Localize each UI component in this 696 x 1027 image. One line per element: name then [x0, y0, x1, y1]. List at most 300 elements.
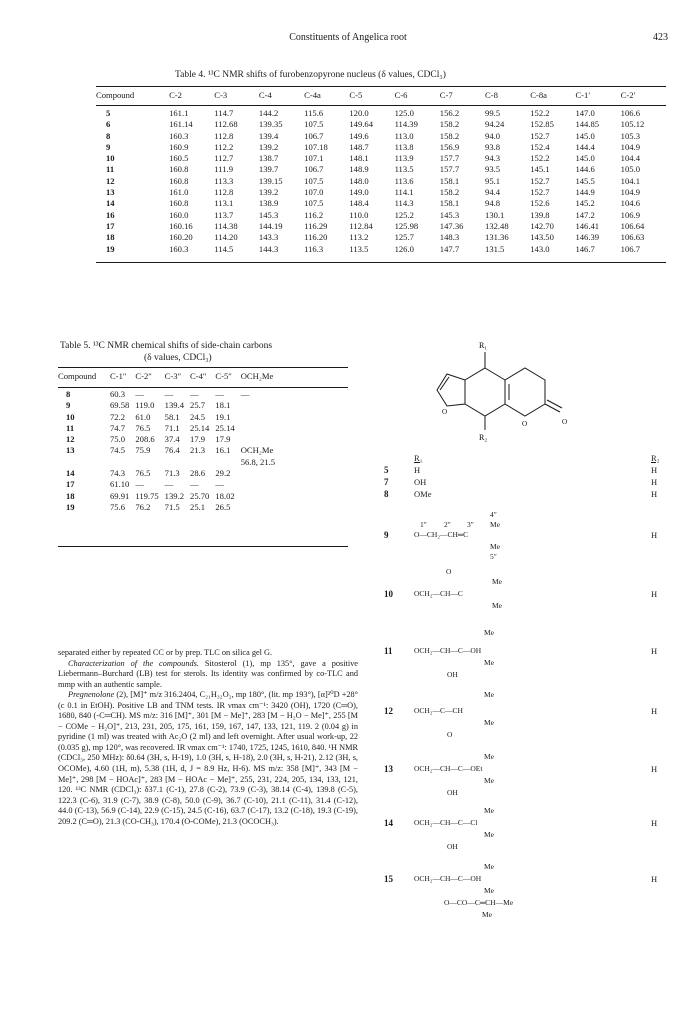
shift-value: 19.1 — [215, 411, 231, 422]
substituent-row: 8 OMe H — [384, 489, 658, 499]
shift-value: 93.5 — [485, 164, 501, 175]
shift-value: — — [135, 389, 144, 399]
shift-value: 114.3 — [394, 198, 414, 209]
furobenzopyrone-skeleton — [430, 338, 570, 448]
shift-value: 145.5 — [575, 175, 595, 186]
shift-value — [215, 457, 240, 468]
shift-value: 125.0 — [394, 108, 414, 118]
table5-caption-line2: (δ values, CDCl₃) — [144, 353, 212, 363]
shift-value: 146.7 — [575, 243, 595, 254]
table4-row — [96, 153, 666, 164]
compound-number: 11 — [66, 422, 75, 433]
paragraph-3-title: Pregnenolone — [68, 690, 115, 700]
shift-value: 106.63 — [620, 232, 645, 243]
table4-column-header: C-5 — [349, 90, 363, 100]
shift-value: 115.6 — [304, 108, 324, 118]
shift-value: 74.5 — [110, 445, 126, 456]
shift-value — [110, 457, 135, 468]
shift-value: 157.7 — [439, 153, 460, 164]
shift-value: 149.64 — [349, 119, 373, 130]
shift-value: 156.9 — [439, 141, 460, 152]
table4-column-header: C-1′ — [575, 90, 591, 100]
shift-value: 116.2 — [304, 209, 324, 220]
shift-value — [241, 491, 281, 502]
shift-value: 160.3 — [169, 130, 189, 141]
table5-row — [58, 445, 281, 456]
shift-value: 149.6 — [349, 130, 369, 141]
shift-value: — — [135, 479, 144, 490]
shift-value: 144.19 — [258, 220, 283, 231]
table5-column-header: C-5″ — [215, 371, 232, 381]
substituent-row: 5 H H — [384, 465, 658, 475]
simple-substituent-list — [384, 465, 684, 501]
shift-value: — — [164, 389, 174, 399]
table5-column-header: Compound — [58, 371, 97, 381]
shift-value: 158.1 — [439, 198, 460, 209]
shift-value: 75.0 — [110, 434, 126, 445]
shift-value: 139.35 — [258, 119, 283, 130]
shift-value: 143.3 — [258, 232, 279, 243]
table4-row — [96, 187, 666, 198]
shift-value: 60.3 — [110, 389, 126, 399]
paragraph-2-title: Characterization of the compounds. — [68, 658, 199, 668]
table5-caption — [60, 340, 350, 364]
table4-column-header: C-2′ — [620, 90, 636, 100]
shift-value: 125.2 — [394, 209, 414, 220]
shift-value: 145.3 — [258, 209, 279, 220]
shift-value: 160.3 — [169, 243, 189, 254]
structure-15: Me 15 OCH₂—CH—C—OH Me O—CO—C═CH—Me Me H — [384, 862, 658, 919]
shift-value: 113.9 — [394, 153, 414, 164]
shift-value: 145.0 — [575, 130, 595, 141]
compound-number: 16 — [106, 209, 115, 220]
shift-value: 120.0 — [349, 108, 369, 118]
shift-value: — — [240, 389, 250, 399]
shift-value: 106.9 — [620, 209, 641, 220]
shift-value: 104.4 — [620, 153, 641, 164]
shift-value: 148.3 — [439, 232, 460, 243]
shift-value: 25.7 — [190, 400, 206, 411]
shift-value: 37.4 — [164, 434, 180, 445]
compound-number: 18 — [66, 490, 75, 501]
table4-column-header: C-4a — [304, 90, 321, 100]
shift-value: 152.4 — [530, 141, 550, 152]
shift-value: 112.2 — [214, 141, 234, 152]
table4-row — [96, 131, 666, 142]
shift-value: — — [215, 479, 224, 490]
structure-11: Me 11 OCH₂—CH—C—OH Me OH H — [384, 628, 658, 679]
table4-row — [96, 176, 666, 187]
shift-value: 74.7 — [110, 422, 126, 433]
table5-caption-line1: Table 5. ¹³C NMR chemical shifts of side-chain carbons — [60, 341, 273, 351]
compound-number: 19 — [66, 501, 75, 512]
table4-bottom-rule — [96, 262, 666, 263]
shift-value: 131.5 — [485, 243, 505, 254]
shift-value: 156.2 — [439, 108, 460, 118]
shift-value: 147.7 — [439, 243, 460, 254]
table5-row — [58, 502, 281, 513]
shift-value: 144.6 — [575, 164, 595, 175]
table5-column-header: C-2″ — [135, 371, 152, 381]
shift-value: 149.0 — [349, 187, 369, 198]
table5-column-header: OCH₂Me — [240, 371, 274, 381]
table5-row — [58, 386, 281, 400]
shift-value: 75.9 — [135, 445, 151, 456]
table4-header-rule — [96, 105, 666, 106]
shift-value: 158.1 — [439, 175, 460, 186]
compound-number: 9 — [66, 400, 71, 411]
table4-row — [96, 164, 666, 175]
shift-value: 144.3 — [258, 243, 279, 254]
shift-value: 148.9 — [349, 164, 369, 175]
shift-value: 143.50 — [530, 232, 554, 243]
table5-row — [58, 400, 281, 411]
shift-value: 16.1 — [215, 445, 231, 456]
table4 — [96, 86, 666, 255]
table5 — [58, 367, 281, 513]
shift-value: 147.2 — [575, 209, 595, 220]
shift-value: 94.4 — [485, 187, 501, 198]
shift-value: 69.58 — [110, 400, 130, 411]
shift-value: 56.8, 21.5 — [240, 456, 276, 467]
shift-value: 105.3 — [620, 130, 641, 141]
shift-value: 107.1 — [304, 153, 324, 164]
shift-value: 74.3 — [110, 468, 126, 479]
shift-value: 107.18 — [304, 141, 328, 152]
shift-value: 112.8 — [214, 130, 234, 141]
compound-number: 8 — [66, 389, 71, 399]
shift-value: 160.8 — [169, 198, 189, 209]
structure-13: Me 13 OCH₂—CH—C—OEt Me OH H — [384, 752, 658, 797]
shift-value: 104.9 — [620, 141, 641, 152]
shift-value: 113.6 — [394, 175, 414, 186]
shift-value: 152.7 — [530, 187, 550, 198]
shift-value — [241, 468, 281, 479]
table5-bottom-rule — [58, 546, 348, 547]
shift-value: 125.7 — [394, 232, 414, 243]
table5-header-rule — [58, 387, 348, 388]
shift-value: 76.4 — [164, 445, 180, 456]
shift-value: 160.8 — [169, 164, 189, 175]
shift-value: 113.8 — [394, 141, 414, 152]
shift-value: 113.5 — [349, 243, 369, 254]
shift-value — [241, 479, 281, 490]
shift-value: 152.85 — [530, 119, 554, 130]
shift-value: 110.0 — [349, 209, 369, 220]
running-title: Constituents of Angelica root — [289, 32, 407, 43]
shift-value: 152.6 — [530, 198, 550, 209]
shift-value: 106.7 — [304, 130, 324, 141]
table4-caption: Table 4. ¹³C NMR shifts of furobenzopyrone nucleus (δ values, CDCl₃) — [175, 70, 446, 80]
paragraph-3: Pregnenolone (2), [M]⁺ m/z 316.2404, C₂₁H₃₂O₂, mp 180°, (lit. mp 193°), [α]²⁰D +28° (c 0.1 in EtOH). Positive LB and TNM tests. IR νmax cm⁻¹: 3420 (OH), 1720 (C═O), 1680, 840 (-C═CH). MS m/z: 316 [M]⁺, 301 [M − Me]⁺, 283 [M − H₂O − Me]⁺, 255 [M − COMe − H₂O]⁺, 213, 231, 205, 175, 161, 159, 167, 147, 133, 121, 119. 2 (0.04 g) in pyridine (1 ml) was treated with Ac₂O (2 ml) and left overnight. After usual work-up, 22 (0.035 g), mp 120°, was recovered. IR νmax cm⁻¹: 1740, 1725, 1245, 1610, 840. ¹H NMR (CDCl₃, 250 MHz): δ0.64 (3H, s, H-19), 1.0 (3H, s, H-18), 2.0 (3H, s, H-21), 2.12 (3H, s, OCOMe), 4.60 (1H, m), 5.38 (1H, d, J = 8.9 Hz, H-6). MS m/z: 358 [M]⁺, 343 [M − Me]⁺, 298 [M − HOAc]⁺, 283 [M − HOAc − Me]⁺, 255, 231, 224, 205, 134, 133, 121, 120. ¹³C NMR (CDCl₃): δ37.1 (C-1), 27.8 (C-2), 73.9 (C-3), 38.14 (C-4), 139.8 (C-5), 122.3 (C-6), 31.9 (C-7), 38.9 (C-8), 50.0 (C-9), 36.7 (C-10), 21.1 (C-11), 31.4 (C-12), 44.0 (C-13), 56.9 (C-14), 22.9 (C-15), 24.5 (C-16), 63.7 (C-17), 13.2 (C-18), 19.3 (C-19), 209.2 (C═O), 21.3 (CO-CH₃), 170.4 (O-COMe), 21.3 (OCOCH₃). — [58, 690, 358, 826]
shift-value: 112.8 — [214, 187, 234, 198]
table4-column-header: C-4 — [258, 90, 272, 100]
skeleton-r1-label: R₁ — [479, 341, 488, 350]
shift-value — [241, 502, 281, 513]
shift-value: 106.7 — [620, 243, 641, 254]
shift-value: 131.36 — [485, 232, 509, 243]
compound-number: 12 — [66, 434, 75, 445]
table4-row — [96, 105, 666, 119]
shift-value — [135, 457, 164, 468]
shift-value: 119.0 — [135, 400, 155, 411]
shift-value: 113.7 — [214, 209, 234, 220]
shift-value: 25.1 — [190, 501, 206, 512]
shift-value: 146.41 — [575, 220, 600, 231]
shift-value: 112.84 — [349, 220, 373, 231]
shift-value: 114.1 — [394, 187, 414, 198]
skeleton-furan-o: O — [442, 408, 448, 416]
shift-value: 113.2 — [349, 232, 369, 243]
shift-value: 116.29 — [304, 220, 328, 231]
shift-value: 145.2 — [575, 198, 595, 209]
shift-value: 76.5 — [135, 422, 151, 433]
table4-column-header: C-6 — [394, 90, 408, 100]
compound-number: 14 — [66, 468, 75, 479]
shift-value: 160.16 — [169, 220, 193, 231]
table4-row — [96, 244, 666, 255]
structure-9: 9 4″ 1″ 2″ 3″ Me O—CH₂—CH═C Me 5″ H — [384, 510, 658, 561]
shift-value: 107.0 — [304, 187, 324, 198]
shift-value: 139.4 — [258, 130, 279, 141]
shift-value: 25.70 — [190, 490, 210, 501]
shift-value: 94.0 — [485, 130, 501, 141]
compound-number: 6 — [106, 119, 111, 130]
shift-value: 116.20 — [304, 232, 328, 243]
shift-value: 139.7 — [258, 164, 279, 175]
shift-value: 107.5 — [304, 198, 324, 209]
table5-row — [58, 412, 281, 423]
r2-column-header: R₂ — [651, 453, 660, 463]
shift-value: 107.5 — [304, 175, 324, 186]
table4-column-header: C-3 — [214, 90, 228, 100]
shift-value: 99.5 — [485, 108, 501, 118]
compound-number: 17 — [66, 479, 75, 490]
shift-value: 113.5 — [394, 164, 414, 175]
shift-value: 106.6 — [620, 108, 641, 118]
compound-number: 13 — [66, 445, 75, 456]
table5-row — [58, 434, 281, 445]
shift-value: 112.68 — [214, 119, 238, 130]
shift-value: 152.7 — [530, 175, 550, 186]
paragraph-2: Characterization of the compounds. Sitosterol (1), mp 135°, gave a positive Liebermann–Burchard (LB) test for sterols. Its identity was confirmed by co-TLC and mmp with an authentic sample. — [58, 658, 358, 689]
paragraph-1: separated either by repeated CC or by prep. TLC on silica gel G. — [58, 648, 273, 657]
table5-row — [58, 491, 281, 502]
table4-column-header: C-8 — [485, 90, 498, 100]
shift-value: 18.02 — [215, 490, 235, 501]
shift-value: 139.2 — [164, 490, 185, 501]
shift-value: 157.7 — [439, 164, 460, 175]
compound-number: 11 — [106, 164, 115, 175]
shift-value: 119.75 — [135, 490, 159, 501]
shift-value: 113.0 — [394, 130, 414, 141]
shift-value — [165, 457, 190, 468]
shift-value: 139.15 — [258, 175, 283, 186]
shift-value: 76.5 — [135, 468, 151, 479]
shift-value: 144.85 — [575, 119, 600, 130]
compound-number: 18 — [106, 232, 115, 243]
shift-value: 152.7 — [530, 130, 550, 141]
shift-value: — — [190, 389, 199, 399]
shift-value: 146.39 — [575, 232, 600, 243]
shift-value: 145.3 — [439, 209, 460, 220]
shift-value: 104.9 — [620, 187, 641, 198]
substituent-row: 7 OH H — [384, 477, 658, 487]
shift-value: 106.7 — [304, 164, 324, 175]
shift-value: 139.4 — [164, 400, 185, 411]
shift-value: 28.6 — [190, 468, 206, 479]
shift-value: 143.0 — [530, 243, 550, 254]
table4-column-header: Compound — [96, 90, 135, 100]
shift-value: 147.36 — [439, 220, 464, 231]
table4-column-header: C-7 — [439, 90, 453, 100]
shift-value: 158.2 — [439, 187, 460, 198]
shift-value: 147.0 — [575, 108, 595, 118]
skeleton-r2-label: R₂ — [479, 433, 488, 442]
shift-value: 132.48 — [485, 220, 509, 231]
shift-value: 61.0 — [135, 411, 151, 422]
table4-row — [96, 119, 666, 130]
shift-value: 113.3 — [214, 175, 234, 186]
shift-value: 25.14 — [215, 422, 235, 433]
body-text — [58, 648, 358, 827]
shift-value: 158.2 — [439, 130, 460, 141]
compound-number: 8 — [106, 130, 111, 141]
shift-value: 114.7 — [214, 108, 234, 118]
shift-value: 152.2 — [530, 153, 550, 164]
shift-value: 105.12 — [620, 119, 645, 130]
shift-value: 104.1 — [620, 175, 641, 186]
shift-value: — — [190, 479, 199, 490]
shift-value: 130.1 — [485, 209, 505, 220]
shift-value: 93.8 — [485, 141, 501, 152]
shift-value: 160.5 — [169, 153, 189, 164]
compound-number — [58, 457, 110, 468]
shift-value: 161.1 — [169, 108, 189, 118]
shift-value: — — [164, 479, 174, 490]
structure-10: O Me 10 OCH₂—CH—C Me H — [384, 567, 658, 610]
shift-value: 142.70 — [530, 220, 554, 231]
shift-value: 126.0 — [394, 243, 414, 254]
shift-value: 113.1 — [214, 198, 234, 209]
shift-value: 160.8 — [169, 175, 189, 186]
table4-row — [96, 210, 666, 221]
table4-row — [96, 232, 666, 243]
shift-value: 148.1 — [349, 153, 369, 164]
shift-value: 138.7 — [258, 153, 279, 164]
r1-column-header: R₁ — [414, 453, 423, 463]
shift-value: 71.3 — [164, 468, 180, 479]
shift-value: 139.2 — [258, 187, 279, 198]
shift-value: 76.2 — [135, 501, 151, 512]
shift-value: 148.4 — [349, 198, 369, 209]
shift-value: 24.5 — [190, 411, 206, 422]
shift-value: 105.0 — [620, 164, 641, 175]
table5-column-header: C-3″ — [164, 371, 182, 381]
table5-header-row — [58, 367, 281, 386]
shift-value: 144.9 — [575, 187, 595, 198]
shift-value — [241, 434, 281, 445]
shift-value — [241, 412, 281, 423]
shift-value: 144.4 — [575, 141, 595, 152]
shift-value: 161.14 — [169, 119, 193, 130]
shift-value: 144.2 — [258, 108, 279, 118]
table4-column-header: C-2 — [169, 90, 182, 100]
shift-value: 148.0 — [349, 175, 369, 186]
skeleton-pyrone-o: O — [522, 420, 528, 428]
shift-value: 21.3 — [190, 445, 206, 456]
compound-number: 13 — [106, 187, 115, 198]
shift-value: 95.1 — [485, 175, 501, 186]
shift-value: 71.5 — [164, 501, 180, 512]
shift-value: 145.0 — [575, 153, 595, 164]
table4-row — [96, 142, 666, 153]
shift-value: 158.2 — [439, 119, 460, 130]
structure-12: Me 12 OCH₂—C—CH Me O H — [384, 690, 658, 739]
shift-value: 114.38 — [214, 220, 238, 231]
shift-value: OCH₂Me — [240, 445, 274, 456]
compound-number: 14 — [106, 198, 115, 209]
shift-value: 114.39 — [394, 119, 418, 130]
shift-value: 116.3 — [304, 243, 324, 254]
shift-value: 160.0 — [169, 209, 189, 220]
table5-row — [58, 479, 281, 490]
shift-value: 148.7 — [349, 141, 369, 152]
table4-column-header: C-8a — [530, 90, 547, 100]
shift-value: 29.2 — [215, 468, 231, 479]
shift-value: 75.6 — [110, 501, 126, 512]
shift-value: 208.6 — [135, 434, 155, 445]
shift-value: 138.9 — [258, 198, 279, 209]
compound-number: 17 — [106, 220, 115, 231]
shift-value: 26.5 — [215, 501, 231, 512]
shift-value: 114.20 — [214, 232, 238, 243]
compound-number: 10 — [106, 153, 115, 164]
shift-value: 160.20 — [169, 232, 193, 243]
shift-value: 72.2 — [110, 411, 126, 422]
shift-value: 18.1 — [215, 400, 231, 411]
skeleton-carbonyl-o: O — [562, 418, 568, 426]
table4-row — [96, 221, 666, 232]
table5-column-header: C-4″ — [190, 371, 207, 381]
shift-value: 71.1 — [164, 422, 180, 433]
shift-value: 94.24 — [485, 119, 505, 130]
shift-value — [241, 400, 281, 411]
table5-row — [58, 468, 281, 479]
shift-value: 61.10 — [110, 479, 130, 490]
shift-value: 112.7 — [214, 153, 234, 164]
shift-value: 17.9 — [190, 434, 206, 445]
shift-value: 161.0 — [169, 187, 189, 198]
shift-value — [190, 457, 215, 468]
compound-number: 19 — [106, 243, 115, 254]
shift-value: 58.1 — [164, 411, 180, 422]
shift-value: 69.91 — [110, 490, 130, 501]
table4-header-row — [96, 86, 666, 105]
shift-value: 94.3 — [485, 153, 501, 164]
page-number: 423 — [653, 32, 668, 43]
shift-value: 114.5 — [214, 243, 234, 254]
shift-value: 17.9 — [215, 434, 231, 445]
shift-value: 94.8 — [485, 198, 501, 209]
shift-value: — — [215, 389, 224, 399]
compound-number: 9 — [106, 141, 111, 152]
shift-value: 111.9 — [214, 164, 233, 175]
table5-row — [58, 423, 281, 434]
shift-value: 145.1 — [530, 164, 550, 175]
shift-value: 106.64 — [620, 220, 645, 231]
shift-value: 139.8 — [530, 209, 550, 220]
